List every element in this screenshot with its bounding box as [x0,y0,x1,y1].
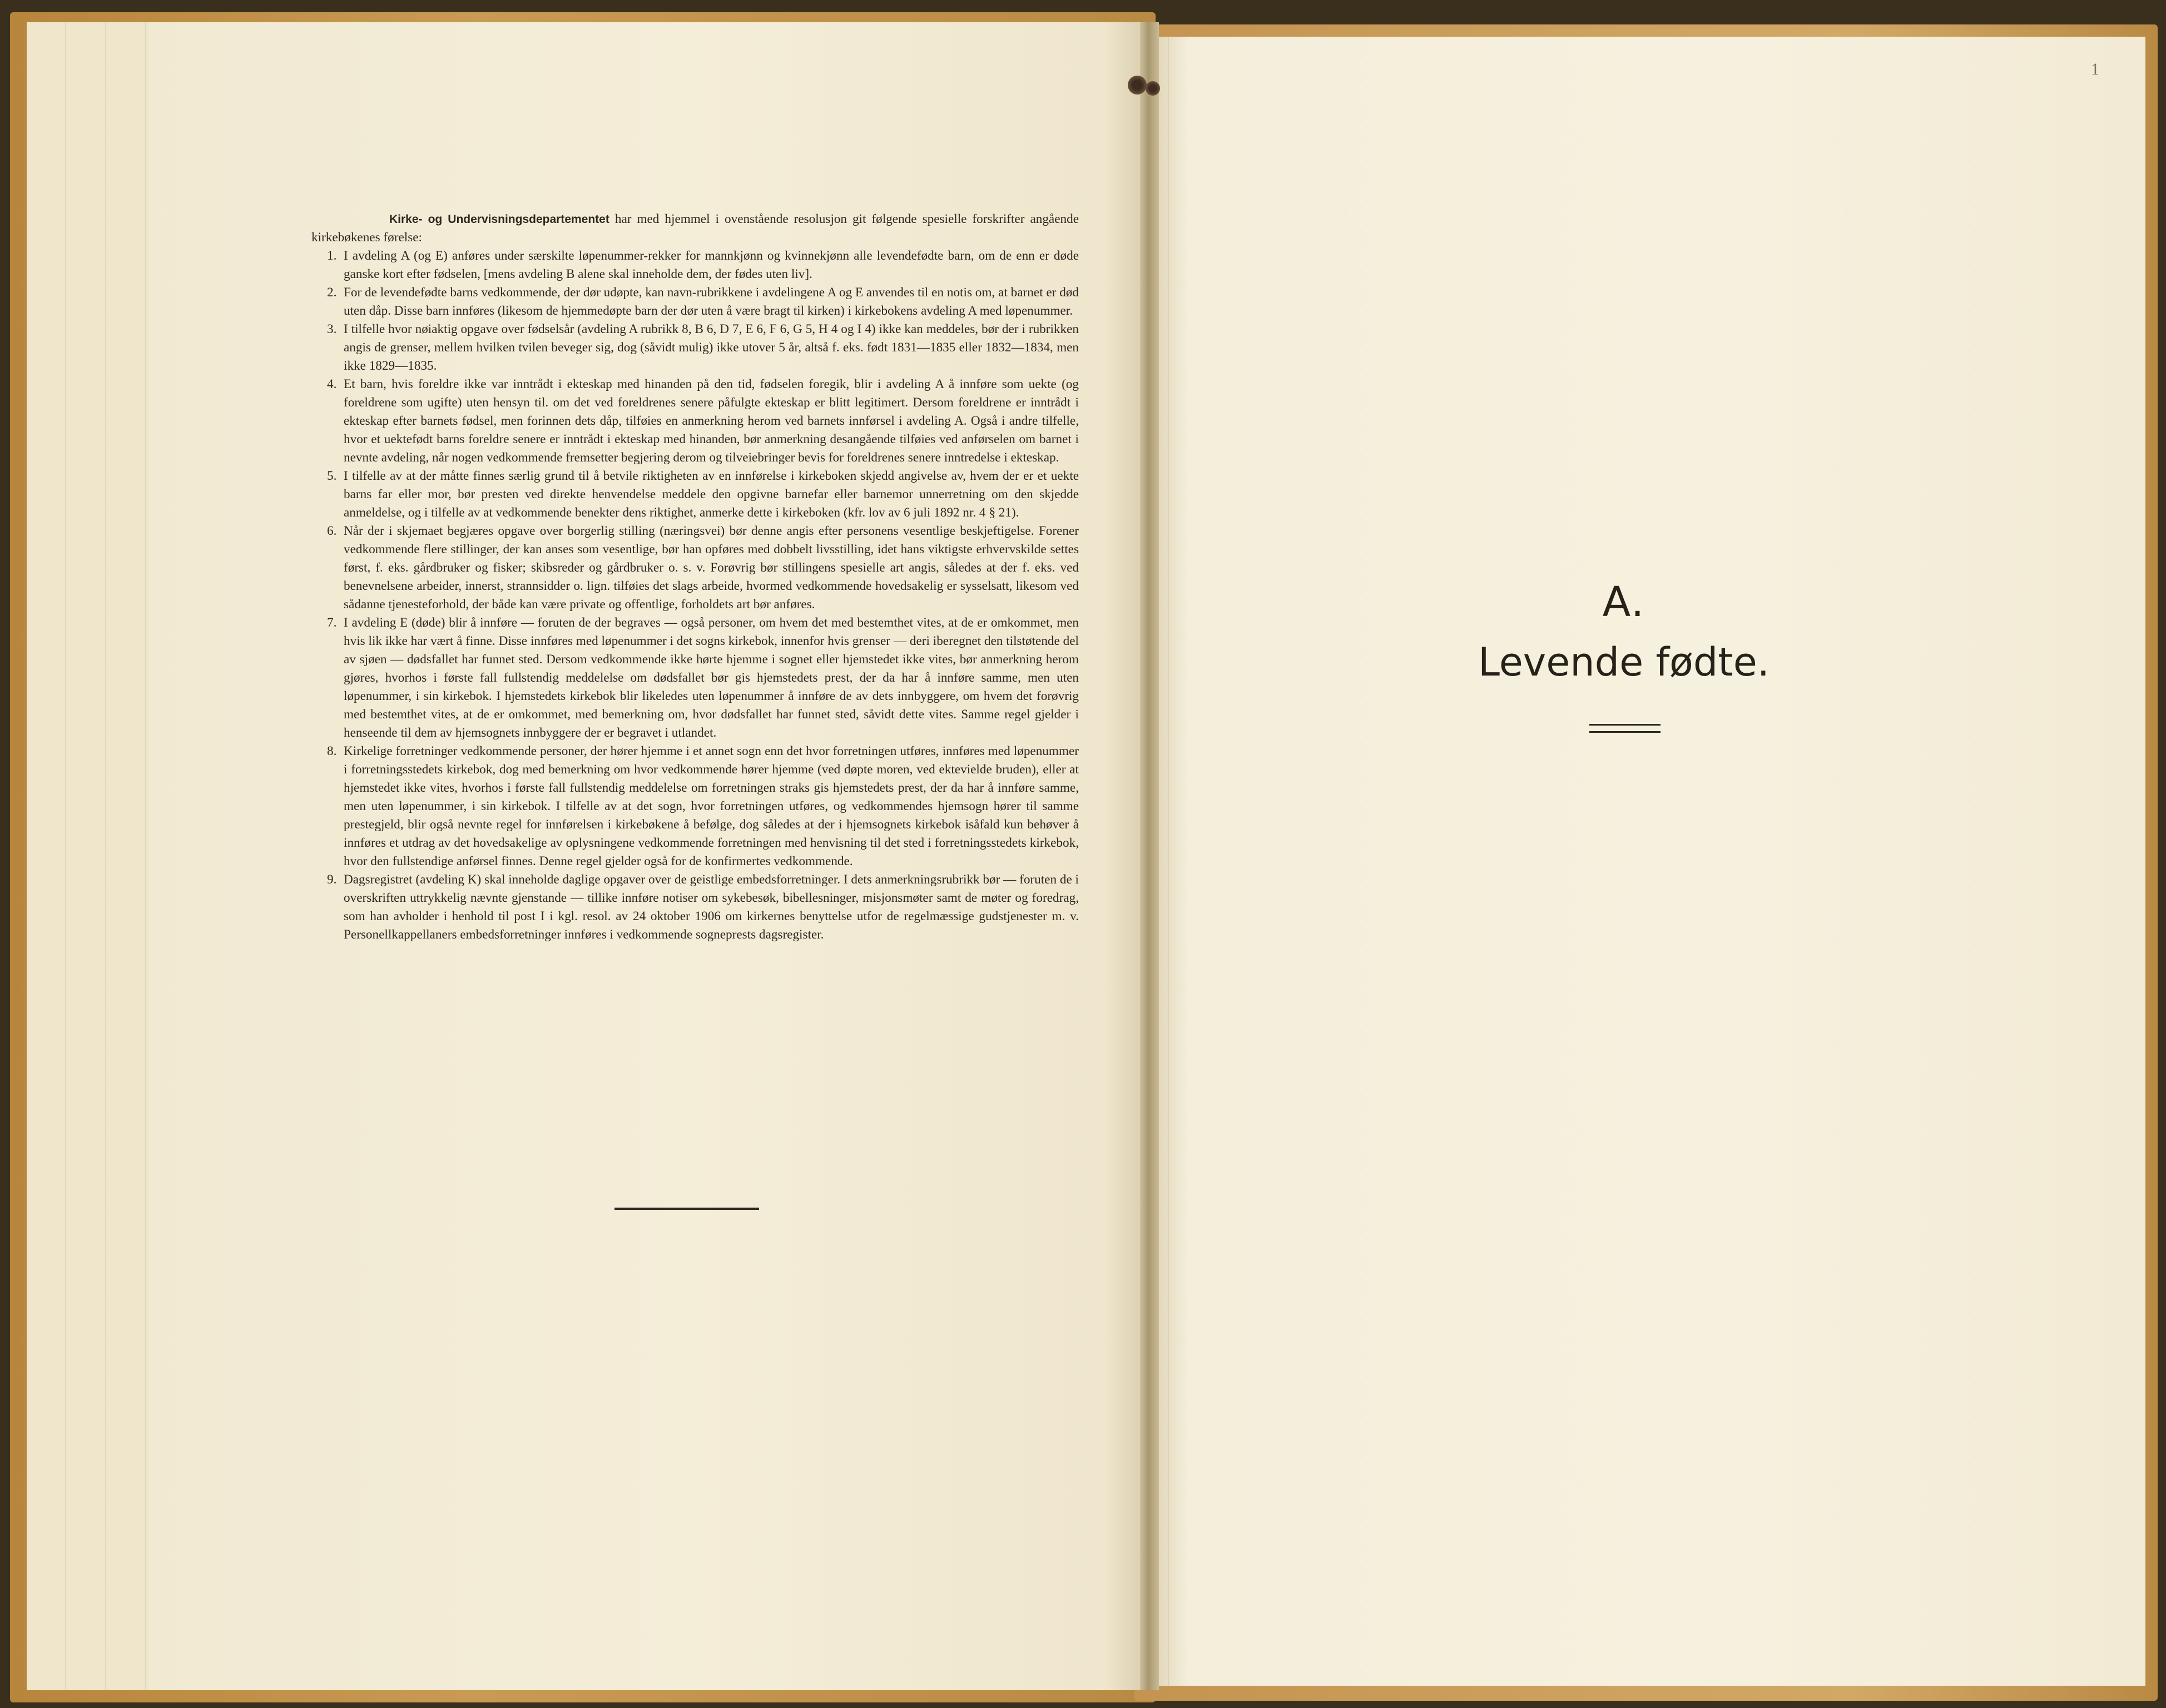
title-double-rule [1589,724,1661,733]
list-item [311,522,1079,614]
item-number: 8. [327,744,337,758]
item-number: 1. [327,249,337,263]
item-text: Et barn, hvis foreldre ikke var inntrådt i ekteskap med hinanden på den tid, fødselen foregik, blir i avdeling A å innføre som uekte (og foreldrene som ugifte) uten hensyn til. om det ved foreldrenes senere påfulgte ekteskap er blitt legitimert. Dersom foreldrene er inntrådt i ekteskap efter barnets fødsel, men forinnen dets dåp, tilføies en anmerkning herom ved barnets innførsel i avdeling A. Også i andre tilfelle, hvor et uektefødt barns foreldre senere er inntrådt i ekteskap med hinanden, bør anmerkning desangående tilføies ved anførselen om barnet i nevnte avdeling, når nogen vedkommende fremsetter begjering derom og tilveiebringer bevis for foreldrenes senere inntredelse i ekteskap. [344,377,1079,465]
item-number: 7. [327,615,337,630]
item-text: For de levendefødte barns vedkommende, der dør udøpte, kan navn-rubrikkene i avdelingene A og E anvendes til en notis om, at barnet er død uten dåp. Disse barn innføres (likesom de hjemmedøpte barn der dør uten å være bragt til kirken) i kirkebokens avdeling A med løpenummer. [344,285,1079,318]
page-number: 1 [2091,60,2099,78]
intro-text: har med hjemmel i ovenstående resolusjon git følgende spesielle forskrifter angående kirkebøkenes førelse: [311,212,1079,245]
item-number: 5. [327,469,337,483]
item-text: Når der i skjemaet begjæres opgave over borgerlig stilling (næringsvei) bør denne angis efter personens vesentlige beskjeftigelse. Forener vedkommende flere stillinger, der kan anses som vesentlige, bør han opføres med dobbelt livsstilling, idet hans viktigste erhvervskilde settes først, f. eks. gårdbruker og fisker; skibsreder og gårdbruker o. s. v. Forøvrig bør stillingens spesielle art angis, således at der f. eks. ved benevnelsene arbeider, innerst, strannsidder o. lign. tilføies det slags arbeide, hvormed vedkommende hovedsakelig er sysselsatt, likesom ved sådanne tjenesteforhold, der både kan være private og offentlige, forholdets art bør anføres. [344,524,1079,612]
department-name: Kirke- og Undervisningsdepartementet [389,213,609,226]
binding-thread-icon [1146,81,1160,96]
item-text: I tilfelle av at der måtte finnes særlig grund til å betvile riktigheten av en innførelse i kirkeboken skjedd angivelse av, hvem der er et uekte barns far eller mor, bør presten ved direkte henvendelse meddele den opgivne barnefar eller barnemor unnerretning om den skjedde anmeldelse, og i tilfelle av at vedkommende benekter dens riktighet, anmerke dette i kirkeboken (kfr. lov av 6 juli 1892 nr. 4 § 21). [344,469,1079,520]
item-number: 4. [327,377,337,391]
right-page-inner [1168,37,2142,1686]
item-number: 3. [327,322,337,336]
item-number: 6. [327,524,337,538]
list-item [311,247,1079,284]
regulations-text [311,210,1079,944]
section-title: Levende fødte. [1478,639,1770,685]
end-rule [614,1208,759,1210]
list-item [311,375,1079,467]
item-text: I avdeling E (døde) blir å innføre — foruten de der begraves — også personer, om hvem det med bestemthet vites, at de er omkommet, men hvis lik ikke har vært å finne. Disse innføres med løpenummer i det sogns kirkebok, innenfor hvis grenser — deri iberegnet den tilstøtende del av sjøen — dødsfallet har funnet sted. Dersom vedkommende ikke hørte hjemme i sognet eller hjemstedet ikke vites, bør anmerkning herom gjøres, hvorhos i første fall fullstendig meddelelse om dødsfallet bør gis hjemstedets prest, der da har å innføre samme, men uten løpenummer, i sin kirkebok. I hjemstedets kirkebok blir likeledes uten løpenummer å innføre de av dets innbyggere, om hvem det forøvrig med bestemthet vites, at de er omkommet, med bemerkning om, hvor dødsfallet har funnet sted, såvidt dette vites. Samme regel gjelder i henseende til dem av hjemsognets innbyggere der er begravet i utlandet. [344,615,1079,740]
list-item [311,320,1079,375]
list-item [311,614,1079,742]
item-text: Kirkelige forretninger vedkommende personer, der hører hjemme i et annet sogn enn det hvor forretningen utføres, innføres med løpenummer i forretningsstedets kirkebok, dog med bemerkning om hvor vedkommende hører hjemme (ved døpte moren, ved ektevielde bruden), eller at hjemstedet ikke vites, hvorhos i første fall fullstendig meddelelse om forretningen straks gis hjemstedets prest, der da har å innføre samme, men uten løpenummer, i sin kirkebok. I tilfelle av at det sogn, hvor forretningen utføres, og vedkommendes hjemsogn hører til samme prestegjeld, blir også nevnte regel for innførelsen i kirkebøkene å befølge, dog således at der i hjemsognets kirkebok isåfald kun behøver å innføres et utdrag av det hovedsakelige av oplysningene vedkommende forretningen med henvisning til det sted i forretningsstedets kirkebok, hvor den fullstendige anførsel finnes. Denne regel gjelder også for de konfirmertes vedkommende. [344,744,1079,868]
regulations-intro [311,210,1079,247]
binding-thread-icon [1128,76,1147,95]
item-text: I avdeling A (og E) anføres under særskilte løpenummer-rekker for mannkjønn og kvinnekjønn alle levendefødte barn, om de enn er døde ganske kort efter fødselen, [mens avdeling B alene skal inneholde dem, der fødes uten liv]. [344,249,1079,281]
page-edges-left [27,22,149,1690]
item-text: Dagsregistret (avdeling K) skal inneholde daglige opgaver over de geistlige embedsforretninger. I dets anmerkningsrubrikk bør — foruten de i overskriften uttrykkelig nævnte gjenstande — tillike innføre notiser om sykebesøk, bibellesninger, misjonsmøter samt de møter og foredrag, som han avholder i henhold til post I i kgl. resol. av 24 oktober 1906 om kirkernes benyttelse utfor de regelmæssige gudstjenester m. v. Personellkappellaners embedsforretninger innføres i vedkommende sogneprests dagsregister. [344,872,1079,942]
list-item [311,467,1079,522]
list-item [311,871,1079,944]
list-item [311,284,1079,320]
list-item [311,742,1079,871]
item-number: 9. [327,872,337,887]
item-number: 2. [327,285,337,300]
book-gutter [1140,22,1159,1690]
item-text: I tilfelle hvor nøiaktig opgave over fødselsår (avdeling A rubrikk 8, B 6, D 7, E 6, F 6, G 5, H 4 og I 4) ikke kan meddeles, bør der i rubrikken angis de grenser, mellem hvilken tvilen beveger sig, dog (såvidt mulig) ikke utover 5 år, altså f. eks. født 1831—1835 eller 1832—1834, men ikke 1829—1835. [344,322,1079,373]
section-letter: A. [1602,578,1645,626]
regulations-list [311,247,1079,944]
